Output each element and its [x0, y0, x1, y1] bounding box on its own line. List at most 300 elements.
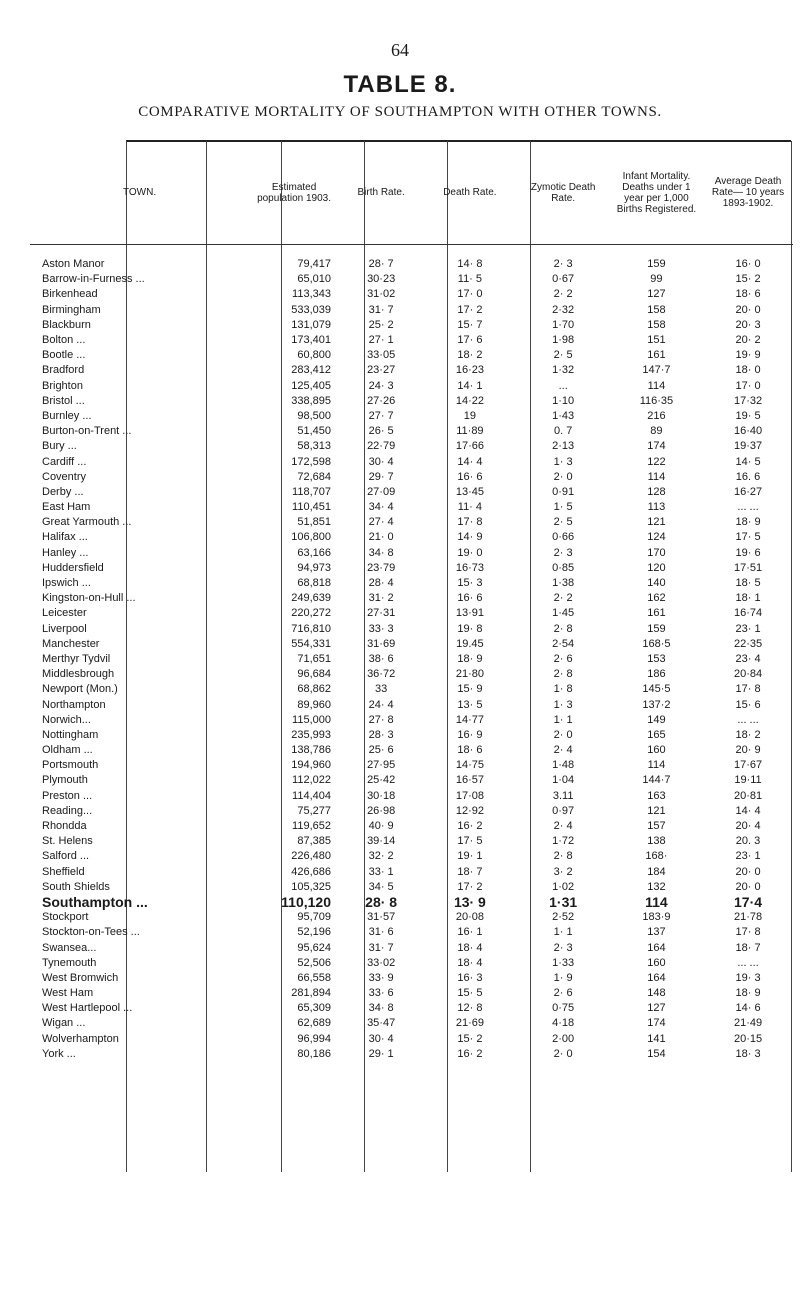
cell-death-rate: 12· 8 — [457, 1002, 483, 1015]
cell-infant-mortality: 145·5 — [642, 683, 671, 696]
cell-town: Cardiff ... — [42, 455, 87, 468]
cell-town: Barrow-in-Furness ... — [42, 273, 145, 286]
cell-average-death-rate: 20·81 — [733, 789, 763, 802]
cell-infant-mortality: 148 — [647, 987, 666, 1000]
cell-death-rate: 16· 3 — [457, 971, 483, 984]
cell-zymotic-rate: ... — [558, 379, 568, 392]
cell-population: 65,309 — [297, 1002, 331, 1015]
cell-town: Salford ... — [42, 850, 90, 863]
cell-death-rate: 19· 8 — [457, 622, 483, 635]
cell-death-rate: 16· 2 — [457, 1047, 483, 1060]
cell-birth-rate: 30·18 — [367, 789, 396, 802]
cell-infant-mortality: 158 — [647, 318, 666, 331]
cell-average-death-rate: 19·11 — [734, 774, 762, 787]
cell-death-rate: 14· 4 — [457, 455, 483, 468]
cell-birth-rate: 34· 5 — [368, 880, 394, 893]
cell-average-death-rate: 18· 9 — [735, 987, 761, 1000]
cell-average-death-rate: 15· 6 — [735, 698, 761, 711]
cell-infant-mortality: 114 — [647, 759, 666, 772]
cell-infant-mortality: 141 — [647, 1032, 666, 1045]
cell-population: 249,639 — [291, 592, 331, 605]
cell-birth-rate: 31·69 — [367, 637, 396, 650]
cell-town: Birkenhead — [42, 288, 98, 301]
cell-birth-rate: 27·95 — [367, 759, 396, 772]
cell-death-rate: 11·89 — [456, 425, 484, 438]
cell-infant-mortality: 127 — [647, 1002, 666, 1015]
table-row — [30, 333, 793, 348]
cell-average-death-rate: 23· 1 — [735, 850, 761, 863]
cell-zymotic-rate: 1· 8 — [553, 683, 573, 696]
cell-average-death-rate: 20· 9 — [735, 744, 761, 757]
cell-average-death-rate: 21·49 — [733, 1017, 763, 1030]
cell-death-rate: 15· 7 — [457, 318, 483, 331]
cell-birth-rate: 30· 4 — [368, 455, 394, 468]
cell-town: Wigan ... — [42, 1017, 86, 1030]
cell-population: 172,598 — [291, 455, 331, 468]
cell-birth-rate: 31· 7 — [368, 303, 394, 316]
cell-zymotic-rate: 0·91 — [552, 485, 575, 498]
cell-birth-rate: 30· 4 — [368, 1032, 394, 1045]
cell-zymotic-rate: 2· 3 — [553, 941, 573, 954]
cell-birth-rate: 31·02 — [367, 288, 396, 301]
cell-death-rate: 15· 9 — [457, 683, 483, 696]
cell-infant-mortality: 163 — [647, 789, 666, 802]
cell-town: Coventry — [42, 470, 87, 483]
cell-birth-rate: 34· 8 — [368, 546, 394, 559]
cell-population: 58,313 — [297, 440, 331, 453]
cell-birth-rate: 31· 2 — [368, 592, 394, 605]
cell-death-rate: 17· 5 — [457, 835, 483, 848]
cell-population: 338,895 — [291, 394, 331, 407]
cell-birth-rate: 29· 7 — [368, 470, 394, 483]
cell-death-rate: 16· 1 — [457, 926, 483, 939]
cell-population: 51,450 — [297, 425, 331, 438]
cell-birth-rate: 21· 0 — [368, 531, 394, 544]
cell-birth-rate: 40· 9 — [368, 820, 394, 833]
cell-birth-rate: 31·57 — [367, 911, 396, 924]
cell-population: 110,451 — [292, 501, 331, 514]
cell-population: 220,272 — [291, 607, 331, 620]
table-row — [30, 713, 793, 728]
cell-birth-rate: 27·31 — [367, 607, 396, 620]
table-row — [30, 424, 793, 439]
cell-death-rate: 17·66 — [455, 440, 484, 453]
cell-zymotic-rate: 2·00 — [552, 1032, 575, 1045]
cell-infant-mortality: 154 — [647, 1047, 666, 1060]
cell-town: Bootle ... — [42, 349, 86, 362]
cell-death-rate: 18· 7 — [457, 865, 483, 878]
cell-town: Leicester — [42, 607, 87, 620]
header-row — [30, 141, 793, 245]
cell-town: Bristol ... — [42, 394, 85, 407]
cell-infant-mortality: 99 — [650, 273, 663, 286]
table-row — [30, 667, 793, 682]
cell-birth-rate: 22·79 — [367, 440, 396, 453]
cell-death-rate: 15· 2 — [457, 1032, 483, 1045]
cell-population: 131,079 — [291, 318, 331, 331]
cell-infant-mortality: 183·9 — [642, 911, 671, 924]
cell-death-rate: 18· 9 — [457, 652, 483, 665]
table-row — [30, 439, 793, 454]
cell-average-death-rate: ... ... — [737, 501, 759, 514]
cell-death-rate: 14·75 — [455, 759, 484, 772]
table-row — [30, 1047, 793, 1062]
cell-town: Blackburn — [42, 318, 91, 331]
cell-population: 283,412 — [291, 364, 331, 377]
table-row — [30, 773, 793, 788]
cell-town: Nottingham — [42, 728, 99, 741]
cell-average-death-rate: 14· 4 — [735, 804, 761, 817]
table-row — [30, 348, 793, 363]
cell-average-death-rate: 19· 5 — [735, 409, 761, 422]
cell-zymotic-rate: 2·13 — [552, 440, 575, 453]
cell-town: Tynemouth — [42, 956, 97, 969]
table-row — [30, 1001, 793, 1016]
table-row — [30, 622, 793, 637]
cell-average-death-rate: 20· 4 — [735, 820, 761, 833]
table-row — [30, 591, 793, 606]
cell-birth-rate: 34· 4 — [368, 501, 394, 514]
cell-infant-mortality: 128 — [647, 485, 666, 498]
table-row — [30, 287, 793, 302]
cell-zymotic-rate: 3· 2 — [553, 865, 573, 878]
cell-infant-mortality: 164 — [647, 941, 666, 954]
cell-zymotic-rate: 2·52 — [552, 911, 575, 924]
cell-birth-rate: 33· 6 — [368, 987, 394, 1000]
cell-zymotic-rate: 2· 5 — [553, 349, 573, 362]
cell-infant-mortality: 216 — [647, 409, 666, 422]
cell-average-death-rate: 17· 0 — [735, 379, 761, 392]
cell-population: 95,709 — [297, 911, 331, 924]
cell-population: 105,325 — [291, 880, 331, 893]
cell-zymotic-rate: 2· 6 — [553, 652, 573, 665]
cell-death-rate: 16·57 — [455, 774, 484, 787]
cell-death-rate: 20·08 — [455, 911, 484, 924]
cell-infant-mortality: 144·7 — [642, 774, 671, 787]
cell-town: Plymouth — [42, 774, 88, 787]
cell-zymotic-rate: 1· 1 — [553, 713, 573, 726]
table-row — [30, 576, 793, 591]
cell-average-death-rate: 20· 2 — [735, 334, 761, 347]
cell-town: Northampton — [42, 698, 106, 711]
cell-zymotic-rate: 2· 2 — [553, 288, 573, 301]
cell-birth-rate: 31· 7 — [368, 941, 394, 954]
cell-zymotic-rate: 1·32 — [552, 364, 575, 377]
cell-town: Great Yarmouth ... — [42, 516, 132, 529]
table-row — [30, 743, 793, 758]
cell-birth-rate: 28· 3 — [368, 728, 394, 741]
table-row — [30, 971, 793, 986]
cell-infant-mortality: 153 — [647, 652, 666, 665]
cell-infant-mortality: 170 — [647, 546, 666, 559]
cell-infant-mortality: 138 — [647, 835, 666, 848]
cell-zymotic-rate: 2· 2 — [553, 592, 573, 605]
cell-birth-rate: 33· 1 — [368, 865, 394, 878]
cell-zymotic-rate: 1·70 — [552, 318, 575, 331]
cell-town: Middlesbrough — [42, 668, 115, 681]
cell-population: 138,786 — [291, 744, 331, 757]
cell-infant-mortality: 114 — [645, 894, 668, 910]
cell-death-rate: 18· 4 — [457, 941, 483, 954]
cell-population: 68,818 — [297, 577, 331, 590]
cell-population: 63,166 — [297, 546, 331, 559]
cell-death-rate: 18· 4 — [457, 956, 483, 969]
cell-average-death-rate: 17·67 — [733, 759, 763, 772]
cell-zymotic-rate: 2· 0 — [553, 470, 573, 483]
table-row — [30, 561, 793, 576]
table-row — [30, 379, 793, 394]
cell-zymotic-rate: 2· 4 — [553, 820, 573, 833]
cell-population: 114,404 — [292, 789, 331, 802]
cell-town: Reading... — [42, 804, 93, 817]
cell-average-death-rate: 16·40 — [733, 425, 763, 438]
cell-town: Stockport — [42, 911, 89, 924]
cell-infant-mortality: 121 — [647, 804, 666, 817]
table-row — [30, 865, 793, 880]
cell-town: Burton-on-Trent ... — [42, 425, 132, 438]
cell-town: West Ham — [42, 987, 94, 1000]
cell-birth-rate: 32· 2 — [368, 850, 394, 863]
cell-average-death-rate: 17·51 — [733, 561, 763, 574]
table-row — [30, 834, 793, 849]
cell-zymotic-rate: 2· 3 — [553, 546, 573, 559]
cell-zymotic-rate: 2·32 — [552, 303, 575, 316]
table-row — [30, 758, 793, 773]
cell-birth-rate: 26· 5 — [368, 425, 394, 438]
cell-population: 113,343 — [292, 288, 331, 301]
cell-town: South Shields — [42, 880, 110, 893]
cell-average-death-rate: 20·84 — [733, 668, 763, 681]
cell-average-death-rate: 18· 9 — [735, 516, 761, 529]
cell-population: 66,558 — [297, 971, 331, 984]
table-row — [30, 500, 793, 515]
cell-infant-mortality: 116·35 — [639, 394, 674, 407]
cell-population: 115,000 — [292, 713, 331, 726]
cell-town: Brighton — [42, 379, 83, 392]
cell-average-death-rate: 18· 1 — [735, 592, 761, 605]
table-row — [30, 682, 793, 697]
cell-birth-rate: 25· 2 — [368, 318, 394, 331]
cell-birth-rate: 33· 3 — [368, 622, 394, 635]
table-row — [30, 804, 793, 819]
cell-birth-rate: 24· 4 — [368, 698, 394, 711]
header-zymotic-rate: Zymotic Death Rate. — [517, 141, 610, 245]
cell-infant-mortality: 114 — [647, 470, 666, 483]
cell-birth-rate: 33·05 — [367, 349, 396, 362]
cell-average-death-rate: 17·4 — [734, 894, 763, 910]
cell-population: 96,994 — [297, 1032, 331, 1045]
cell-birth-rate: 39·14 — [367, 835, 396, 848]
table-subtitle: COMPARATIVE MORTALITY OF SOUTHAMPTON WITH OTHER TOWNS. — [138, 104, 662, 120]
cell-average-death-rate: 20· 0 — [735, 865, 761, 878]
cell-infant-mortality: 132 — [647, 880, 666, 893]
cell-population: 65,010 — [297, 273, 331, 286]
cell-death-rate: 19· 0 — [457, 546, 483, 559]
cell-zymotic-rate: 2· 6 — [553, 987, 573, 1000]
cell-average-death-rate: 17· 5 — [735, 531, 761, 544]
header-population: Estimated population 1903. — [249, 141, 339, 245]
cell-infant-mortality: 186 — [647, 668, 666, 681]
cell-average-death-rate: 18· 6 — [735, 288, 761, 301]
cell-population: 80,186 — [297, 1047, 331, 1060]
cell-birth-rate: 31· 6 — [368, 926, 394, 939]
cell-population: 716,810 — [291, 622, 331, 635]
cell-average-death-rate: 21·78 — [733, 911, 763, 924]
cell-town: Bradford — [42, 364, 85, 377]
table-row — [30, 409, 793, 424]
header-death-rate: Death Rate. — [423, 141, 516, 245]
cell-zymotic-rate: 0·75 — [552, 1002, 575, 1015]
page-number: 64 — [391, 40, 409, 60]
header-infant-mortality: Infant Mortality. Deaths under 1 year per 1,000 Births Registered. — [610, 141, 703, 245]
table-row — [30, 819, 793, 834]
cell-town: Preston ... — [42, 789, 93, 802]
cell-infant-mortality: 174 — [647, 440, 666, 453]
cell-town: Rhondda — [42, 820, 87, 833]
table-row — [30, 606, 793, 621]
cell-death-rate: 19 — [463, 409, 477, 422]
cell-town: Ipswich ... — [42, 577, 91, 590]
table-row — [30, 515, 793, 530]
cell-infant-mortality: 159 — [647, 258, 666, 271]
cell-birth-rate: 29· 1 — [368, 1047, 394, 1060]
table-row — [30, 454, 793, 469]
cell-birth-rate: 26·98 — [367, 804, 396, 817]
cell-average-death-rate: 22·35 — [733, 637, 763, 650]
cell-zymotic-rate: 2· 8 — [553, 850, 573, 863]
cell-average-death-rate: 18· 3 — [735, 1047, 761, 1060]
cell-town: Birmingham — [42, 303, 101, 316]
table-title: TABLE 8. — [343, 71, 457, 98]
cell-zymotic-rate: 0·97 — [552, 804, 575, 817]
cell-infant-mortality: 113 — [647, 501, 666, 514]
cell-death-rate: 15· 3 — [457, 577, 483, 590]
cell-death-rate: 13·45 — [455, 485, 484, 498]
cell-town: Derby ... — [42, 485, 84, 498]
table-row — [30, 880, 793, 895]
cell-population: 96,684 — [297, 668, 331, 681]
cell-zymotic-rate: 1·04 — [552, 774, 575, 787]
cell-death-rate: 17·08 — [455, 789, 484, 802]
cell-average-death-rate: 19· 3 — [735, 971, 761, 984]
cell-zymotic-rate: 1·38 — [552, 577, 575, 590]
table-row — [30, 940, 793, 955]
cell-death-rate: 13·91 — [455, 607, 484, 620]
cell-zymotic-rate: 4·18 — [552, 1017, 575, 1030]
cell-infant-mortality: 149 — [647, 713, 666, 726]
cell-town: Stockton-on-Tees ... — [42, 926, 140, 939]
cell-infant-mortality: 114 — [647, 379, 666, 392]
cell-town: Hanley ... — [42, 546, 89, 559]
table-row — [30, 272, 793, 287]
cell-town: Bury ... — [42, 440, 77, 453]
cell-death-rate: 16· 9 — [457, 728, 483, 741]
cell-death-rate: 16· 2 — [457, 820, 483, 833]
cell-zymotic-rate: 2· 5 — [553, 516, 573, 529]
cell-population: 87,385 — [297, 835, 331, 848]
table-row-highlighted — [30, 895, 793, 910]
cell-population: 68,862 — [297, 683, 331, 696]
cell-average-death-rate: 18· 2 — [735, 728, 761, 741]
cell-population: 60,800 — [297, 349, 331, 362]
cell-population: 173,401 — [291, 334, 331, 347]
cell-population: 98,500 — [297, 409, 331, 422]
cell-infant-mortality: 89 — [650, 425, 663, 438]
cell-town: Aston Manor — [42, 258, 105, 271]
cell-birth-rate: 38· 6 — [368, 652, 394, 665]
cell-infant-mortality: 151 — [647, 334, 666, 347]
cell-zymotic-rate: 2· 0 — [553, 728, 573, 741]
table-row — [30, 470, 793, 485]
cell-town: Wolverhampton — [42, 1032, 119, 1045]
cell-population: 110,120 — [281, 894, 331, 910]
cell-average-death-rate: 20. 3 — [735, 835, 761, 848]
cell-zymotic-rate: 1· 9 — [553, 971, 573, 984]
cell-town: Portsmouth — [42, 759, 99, 772]
table-row — [30, 849, 793, 864]
cell-infant-mortality: 122 — [647, 455, 666, 468]
cell-death-rate: 17· 2 — [457, 880, 483, 893]
cell-average-death-rate: 19·37 — [733, 440, 763, 453]
cell-zymotic-rate: 3.11 — [552, 789, 574, 802]
cell-population: 62,689 — [297, 1017, 331, 1030]
cell-population: 52,506 — [297, 956, 331, 969]
cell-infant-mortality: 168·5 — [642, 637, 671, 650]
cell-infant-mortality: 160 — [647, 744, 666, 757]
cell-average-death-rate: ... ... — [737, 956, 759, 969]
header-town: TOWN. — [30, 141, 249, 245]
cell-zymotic-rate: 1· 3 — [553, 698, 573, 711]
cell-death-rate: 16· 6 — [457, 592, 483, 605]
cell-town: West Bromwich — [42, 971, 119, 984]
cell-infant-mortality: 158 — [647, 303, 666, 316]
cell-average-death-rate: 20· 0 — [735, 303, 761, 316]
table-row — [30, 363, 793, 378]
cell-town: Kingston-on-Hull ... — [42, 592, 136, 605]
cell-zymotic-rate: 1·33 — [552, 956, 575, 969]
cell-birth-rate: 28· 8 — [365, 894, 398, 910]
cell-town: East Ham — [42, 501, 91, 514]
cell-death-rate: 11· 5 — [457, 273, 483, 286]
cell-death-rate: 21·80 — [455, 668, 484, 681]
cell-birth-rate: 28· 4 — [368, 577, 394, 590]
cell-death-rate: 14· 9 — [457, 531, 483, 544]
cell-birth-rate: 33·02 — [367, 956, 396, 969]
cell-town: Sheffield — [42, 865, 85, 878]
cell-population: 226,480 — [291, 850, 331, 863]
cell-death-rate: 16·73 — [455, 561, 484, 574]
cell-population: 281,894 — [291, 987, 331, 1000]
cell-average-death-rate: 16· 0 — [735, 258, 761, 271]
cell-zymotic-rate: 1·48 — [552, 759, 575, 772]
cell-zymotic-rate: 1· 3 — [553, 455, 573, 468]
cell-average-death-rate: 19· 9 — [735, 349, 761, 362]
cell-town: Oldham ... — [42, 744, 93, 757]
cell-death-rate: 13· 9 — [453, 894, 486, 910]
cell-zymotic-rate: 1·02 — [552, 880, 575, 893]
cell-average-death-rate: 20· 3 — [735, 318, 761, 331]
cell-zymotic-rate: 1·72 — [552, 835, 575, 848]
cell-population: 119,652 — [292, 820, 331, 833]
cell-infant-mortality: 127 — [647, 288, 666, 301]
cell-birth-rate: 27·09 — [367, 485, 396, 498]
cell-average-death-rate: 20·15 — [733, 1032, 763, 1045]
table-row — [30, 789, 793, 804]
cell-zymotic-rate: 0·66 — [552, 531, 575, 544]
cell-zymotic-rate: 2·54 — [552, 637, 575, 650]
header-birth-rate: Birth Rate. — [339, 141, 423, 245]
cell-zymotic-rate: 1· 5 — [553, 501, 573, 514]
